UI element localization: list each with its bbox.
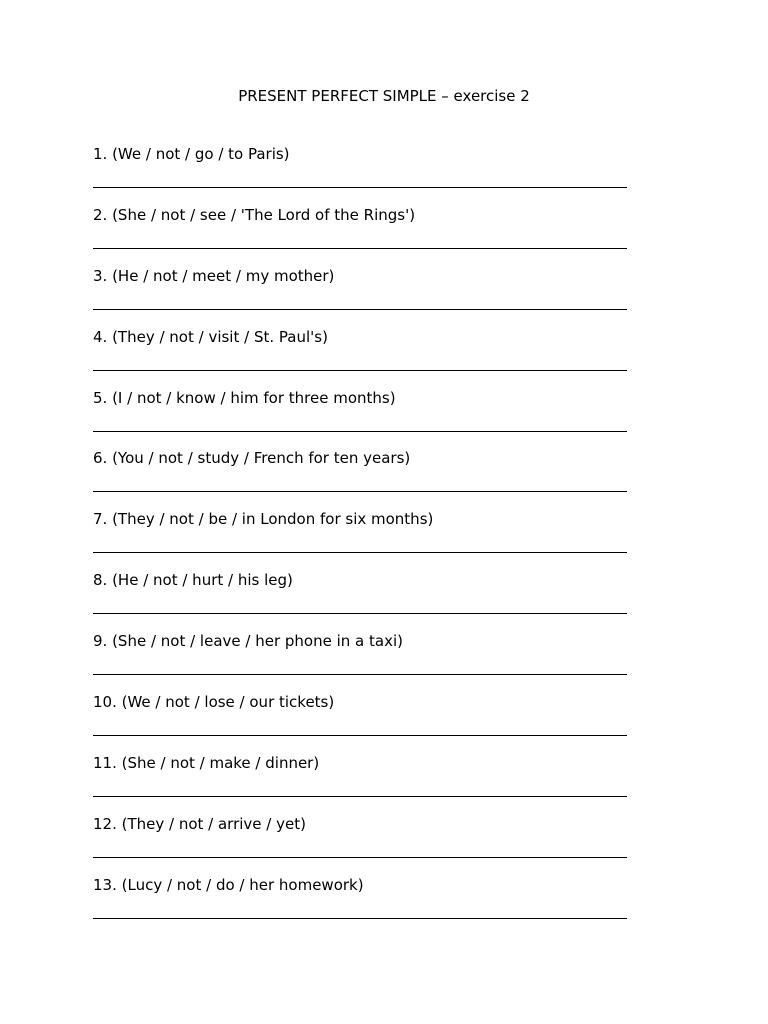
answer-line bbox=[93, 491, 627, 492]
exercise-item bbox=[93, 571, 627, 632]
exercise-item bbox=[93, 510, 627, 571]
exercise-item bbox=[93, 389, 627, 450]
exercise-prompt: 3. (He / not / meet / my mother) bbox=[93, 266, 335, 285]
page-title: PRESENT PERFECT SIMPLE – exercise 2 bbox=[238, 87, 530, 105]
exercise-prompt: 11. (She / not / make / dinner) bbox=[93, 753, 320, 772]
answer-line bbox=[93, 431, 627, 432]
exercise-prompt: 9. (She / not / leave / her phone in a taxi) bbox=[93, 632, 403, 651]
answer-line bbox=[93, 309, 627, 310]
exercise-item bbox=[93, 876, 627, 937]
exercise-item bbox=[93, 754, 627, 815]
answer-line bbox=[93, 370, 627, 371]
answer-line bbox=[93, 552, 627, 553]
exercise-prompt: 1. (We / not / go / to Paris) bbox=[93, 145, 290, 163]
answer-line bbox=[93, 735, 627, 736]
exercise-prompt: 10. (We / not / lose / our tickets) bbox=[93, 693, 335, 712]
answer-line bbox=[93, 857, 627, 858]
exercise-list bbox=[93, 145, 627, 937]
exercise-item bbox=[93, 328, 627, 389]
exercise-prompt: 4. (They / not / visit / St. Paul's) bbox=[93, 327, 328, 346]
answer-line bbox=[93, 674, 627, 675]
exercise-prompt: 8. (He / not / hurt / his leg) bbox=[93, 571, 293, 590]
exercise-prompt: 5. (I / not / know / him for three months) bbox=[93, 388, 396, 407]
answer-line bbox=[93, 187, 627, 188]
exercise-item bbox=[93, 206, 627, 267]
answer-line bbox=[93, 796, 627, 797]
answer-line bbox=[93, 248, 627, 249]
exercise-prompt: 2. (She / not / see / 'The Lord of the Rings') bbox=[93, 205, 416, 224]
answer-line bbox=[93, 918, 627, 919]
exercise-prompt: 7. (They / not / be / in London for six months) bbox=[93, 510, 434, 529]
exercise-item bbox=[93, 632, 627, 693]
exercise-prompt: 13. (Lucy / not / do / her homework) bbox=[93, 875, 364, 894]
exercise-prompt: 12. (They / not / arrive / yet) bbox=[93, 814, 306, 833]
exercise-item bbox=[93, 449, 627, 510]
exercise-prompt: 6. (You / not / study / French for ten years) bbox=[93, 449, 411, 468]
exercise-item bbox=[93, 145, 627, 206]
exercise-item bbox=[93, 815, 627, 876]
exercise-item bbox=[93, 693, 627, 754]
exercise-item bbox=[93, 267, 627, 328]
answer-line bbox=[93, 613, 627, 614]
